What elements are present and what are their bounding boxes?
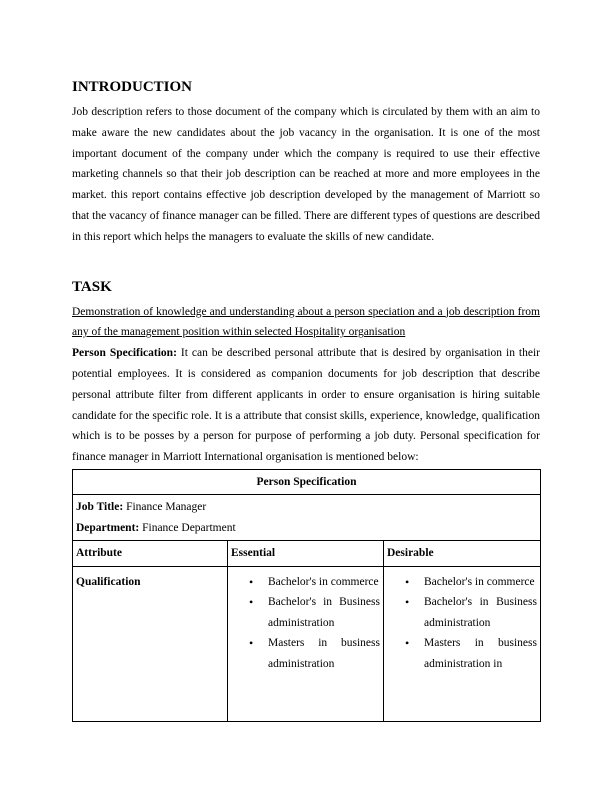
person-spec-table [72, 469, 541, 722]
person-spec-paragraph [72, 343, 540, 468]
row-label-qualification: Qualification [73, 566, 228, 721]
list-item: • Masters in business administration [268, 633, 380, 674]
person-spec-label: Person Specification: [72, 347, 177, 360]
job-title-value: Finance Manager [123, 501, 207, 514]
department-value: Finance Department [139, 521, 236, 534]
intro-heading: INTRODUCTION [72, 79, 193, 95]
desirable-cell [384, 566, 541, 721]
list-item: • Masters in business administration in [424, 633, 537, 674]
list-item: • Bachelor's in commerce [424, 572, 537, 593]
col-header-essential: Essential [228, 541, 384, 567]
col-header-attribute: Attribute [73, 541, 228, 567]
task-subheading: Demonstration of knowledge and understanding about a person speciation and a job description from any of the management position within selected Hospitality organisation [72, 305, 540, 339]
essential-cell [228, 566, 384, 721]
task-heading: TASK [72, 278, 112, 295]
document-page [72, 78, 540, 722]
job-title-label: Job Title: [76, 501, 124, 514]
person-spec-text: It can be described personal attribute that is desired by organisation in their potential employees. It is considered as companion documents for job description that describe personal attribute filter from different applicants in order to ensure organisation is hiring suitable candidate for the specific role. It is a attribute that consist skills, experience, knowledge, qualification which is to be posses by a person for purpose of performing a job duty. Personal specification for finance manager in Marriott International organisation is mentioned below: [72, 347, 540, 464]
job-info-cell [73, 495, 541, 541]
department-label: Department: [76, 521, 140, 534]
list-item: • Bachelor's in Business administration [424, 592, 537, 633]
col-header-desirable: Desirable [384, 541, 541, 567]
intro-paragraph: Job description refers to those document of the company which is circulated by them with an aim to make aware the new candidates about the job vacancy in the organisation. It is one of the most important document of the company under which the company is required to use their effective marketing channels so that their job description can be reached at more and more employees in the market. this report contains effective job description developed by the management of Marriott so that the vacancy of finance manager can be filled. There are different types of questions are described in this report which helps the managers to evaluate the skills of new candidate. [72, 106, 540, 243]
list-item: • Bachelor's in commerce [268, 572, 380, 593]
table-title: Person Specification [73, 469, 541, 495]
list-item: • Bachelor's in Business administration [268, 592, 380, 633]
